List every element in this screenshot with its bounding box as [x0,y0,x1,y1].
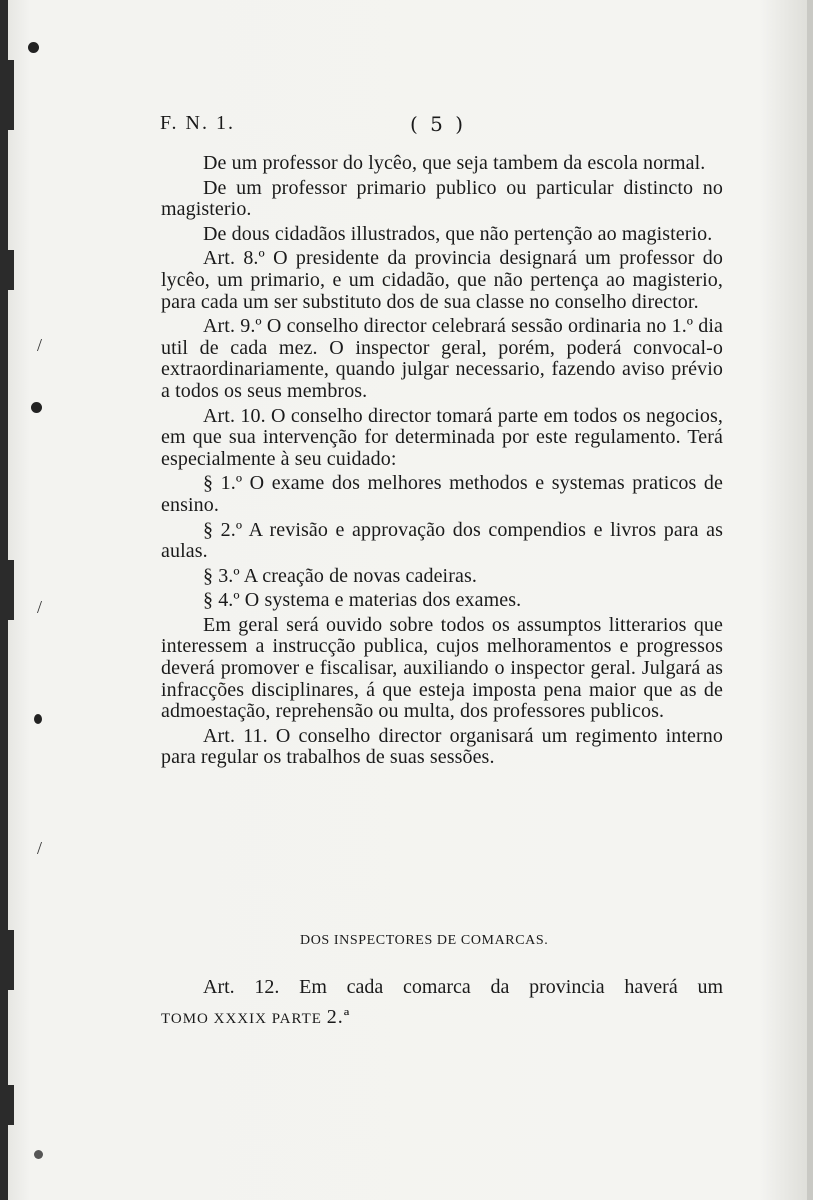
binding-notch [0,250,14,290]
body-text [161,153,723,772]
paragraph: De um professor do lycêo, que seja tambem da escola normal. [203,152,706,174]
margin-mark: / [37,335,43,355]
binding-notch [0,930,14,990]
right-page-edge [807,0,813,1200]
paragraph-4: § 4.º O systema e materias dos exames. [203,589,522,612]
margin-mark: / [37,838,43,858]
article-11: Art. 11. O conselho director organisará um regimento interno para regular os trabalhos de suas sessões. [161,724,723,769]
paragraph-1: § 1.º O exame dos melhores methodos e systemas praticos de ensino. [161,472,723,516]
binding-notch [0,1085,14,1125]
page-number: ( 5 ) [410,112,467,136]
binding-notch [0,560,14,620]
article-12-start: Art. 12. Em cada comarca da provincia haverá um [203,976,723,998]
binding-hole [28,42,39,53]
paragraph-3: § 3.º A creação de novas cadeiras. [203,564,477,587]
binding-hole [34,1150,43,1159]
volume-footer [161,1006,350,1029]
paragraph: Em geral será ouvido sobre todos os assumptos litterarios que interessem a instrucção publica, cujos melhoramentos e progressos deverá promover e fiscalisar, auxiliando o inspector geral. Julgará as infracções disciplinares, á que esteja imposta pena maior que as de admoestação, reprehensão ou multa, dos professores publicos. [161,613,723,723]
margin-mark: / [37,597,43,617]
binding-notch [0,60,14,130]
article-9: Art. 9.º O conselho director celebrará sessão ordinaria no 1.º dia util de cada mez. O inspector geral, porém, poderá convocal-o extraordinariamente, quando julgar necessario, fazendo aviso prévio a todos os seus membros. [161,315,723,402]
article-8: Art. 8.º O presidente da provincia designará um professor do lycêo, um primario, e um cidadão, que não pertença ao magisterio, para cada um ser substituto dos de sua classe no conselho director. [161,247,723,313]
volume-part: 2.ª [326,1006,351,1028]
paragraph-2: § 2.º A revisão e approvação dos compendios e livros para as aulas. [161,518,723,563]
page-header [160,112,720,142]
volume-label: TOMO XXXIX PARTE [161,1011,322,1027]
section-title: DOS INSPECTORES DE COMARCAS. [300,933,549,948]
binding-hole [31,402,42,413]
article-10: Art. 10. O conselho director tomará parte em todos os negocios, em que sua intervenção for determinada por este regulamento. Terá especialmente à seu cuidado: [161,404,723,470]
binding-hole [34,714,42,724]
printer-signature: F. N. 1. [160,112,235,134]
paragraph: De um professor primario publico ou particular distincto no magisterio. [161,176,723,221]
paragraph: De dous cidadãos illustrados, que não pertenção ao magisterio. [203,222,713,245]
